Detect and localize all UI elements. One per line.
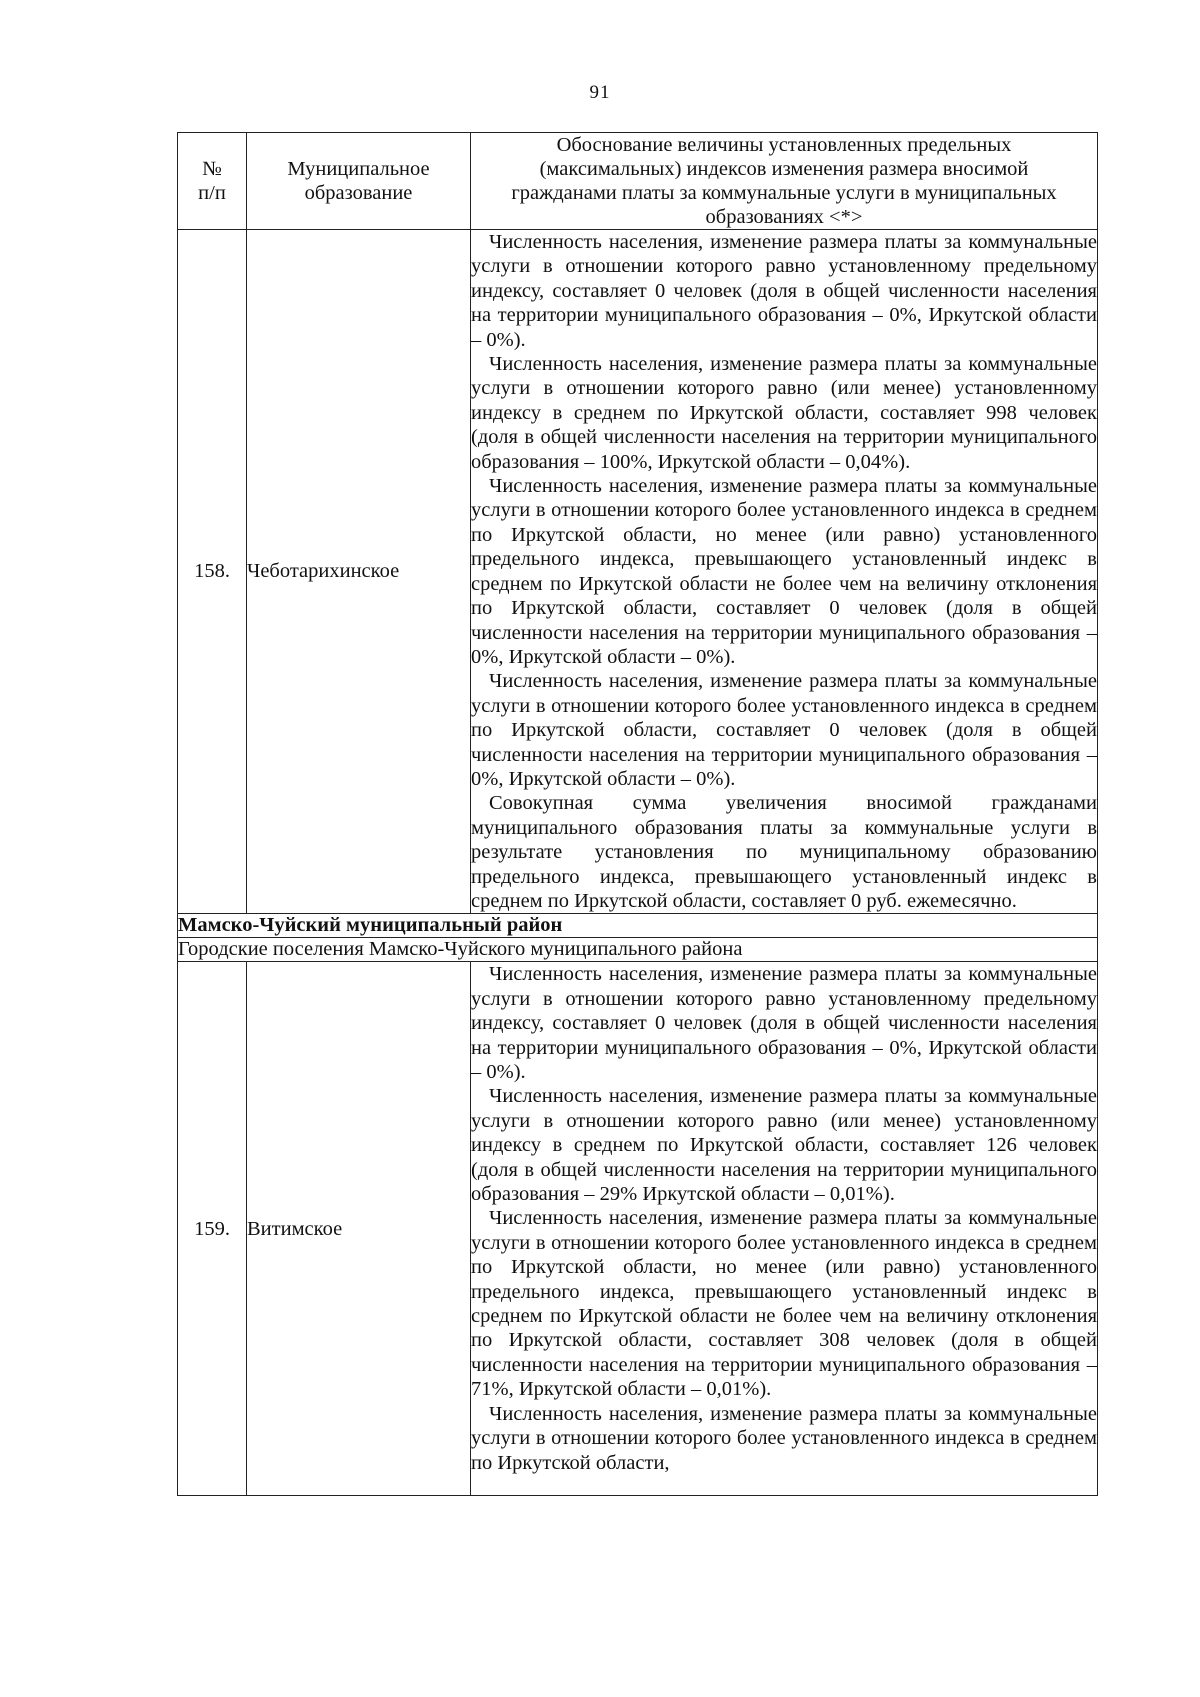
justification-cell (471, 230, 1098, 914)
justification-clip (471, 962, 1097, 1495)
justification-paragraph: Численность населения, изменение размера платы за коммунальные услуги в отношении которого равно установленному предельному индексу, составляет 0 человек (доля в общей численности населения на территории муниципального образования – 0%, Иркутской области – 0%). (471, 231, 1097, 351)
region-row (178, 914, 1098, 938)
header-number-line: п/п (198, 182, 226, 204)
header-justification-line: гражданами платы за коммунальные услуги в муниципальных (511, 182, 1057, 204)
justification-paragraph: Численность населения, изменение размера платы за коммунальные услуги в отношении которого более установленного индекса в среднем по Иркутской области, (471, 1402, 1097, 1474)
justification-cell (471, 962, 1098, 1496)
table-header-row (178, 133, 1098, 230)
header-municipality-line: образование (304, 182, 413, 204)
justification-paragraph: Численность населения, изменение размера платы за коммунальные услуги в отношении которого равно установленному предельному индексу, составляет 0 человек (доля в общей численности населения на территории муниципального образования – 0%, Иркутской области – 0%). (471, 963, 1097, 1083)
justification-paragraph: Совокупная сумма увеличения вносимой гражданами муниципального образования платы за коммунальные услуги в результате установления по муниципальному образованию предельного индекса, превышающего установленный индекс в среднем по Иркутской области, составляет 0 руб. ежемесячно. (471, 792, 1097, 912)
justification-paragraph: Численность населения, изменение размера платы за коммунальные услуги в отношении которого равно (или менее) установленному индексу в среднем по Иркутской области, составляет 126 человек (доля в общей численности населения на территории муниципального образования – 29% Иркутской области – 0,01%). (471, 1085, 1097, 1206)
justification-paragraph: Численность населения, изменение размера платы за коммунальные услуги в отношении которого более установленного индекса в среднем по Иркутской области, но менее (или равно) установленного предельного индекса, превышающего установленный индекс в среднем по Иркутской области не более чем на величину отклонения по Иркутской области, составляет 0 человек (доля в общей численности населения на территории муниципального образования – 0%, Иркутской области – 0%). (471, 475, 1097, 668)
justification-table (177, 132, 1098, 1496)
row-number: 158. (178, 230, 247, 914)
municipality-name: Витимское (247, 962, 471, 1496)
subregion-name: Городские поселения Мамско-Чуйского муниципального района (178, 938, 1098, 962)
header-number (178, 133, 247, 230)
subregion-row (178, 938, 1098, 962)
header-municipality (247, 133, 471, 230)
header-justification-line: Обоснование величины установленных предельных (556, 134, 1012, 156)
header-justification (471, 133, 1098, 230)
table-row (178, 230, 1098, 914)
header-justification-line: образованиях <*> (705, 206, 863, 228)
municipality-name: Чеботарихинское (247, 230, 471, 914)
header-number-line: № (202, 157, 222, 180)
justification-paragraph: Численность населения, изменение размера платы за коммунальные услуги в отношении которого более установленного индекса в среднем по Иркутской области, составляет 0 человек (доля в общей численности населения на территории муниципального образования – 0%, Иркутской области – 0%). (471, 670, 1097, 790)
header-municipality-line: Муниципальное (287, 157, 430, 180)
justification-paragraph: Численность населения, изменение размера платы за коммунальные услуги в отношении которого равно (или менее) установленному индексу в среднем по Иркутской области, составляет 998 человек (доля в общей численности населения на территории муниципального образования – 100%, Иркутской области – 0,04%). (471, 353, 1097, 473)
justification-paragraph: Численность населения, изменение размера платы за коммунальные услуги в отношении которого более установленного индекса в среднем по Иркутской области, но менее (или равно) установленного предельного индекса, превышающего установленный индекс в среднем по Иркутской области не более чем на величину отклонения по Иркутской области, составляет 308 человек (доля в общей численности населения на территории муниципального образования – 71%, Иркутской области – 0,01%). (471, 1207, 1097, 1401)
header-justification-line: (максимальных) индексов изменения размера вносимой (539, 158, 1029, 180)
table-row (178, 962, 1098, 1496)
row-number: 159. (178, 962, 247, 1496)
region-name: Мамско-Чуйский муниципальный район (178, 914, 1098, 938)
page-number: 91 (589, 82, 611, 103)
